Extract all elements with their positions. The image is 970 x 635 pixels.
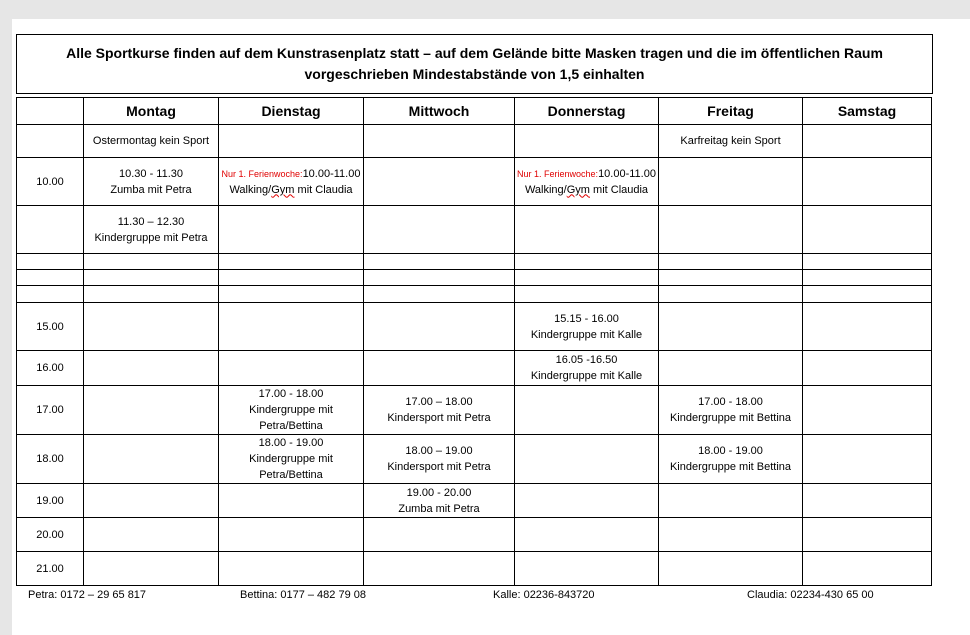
course-cell: 17.00 - 18.00 Kindergruppe mit Petra/Bettina [219,386,364,435]
course-cell: 15.15 - 16.00 Kindergruppe mit Kalle [515,303,659,351]
notes-row [17,125,932,158]
table-row [17,435,932,484]
contact-petra: Petra: 0172 – 29 65 817 [28,589,147,601]
course-cell: 19.00 - 20.00 Zumba mit Petra [364,484,515,518]
time-label: 18.00 [17,435,84,484]
contact-bettina: Bettina: 0177 – 482 79 08 [240,589,366,601]
table-row [17,351,932,386]
schedule-table [16,97,932,586]
day-header: Mittwoch [364,98,515,125]
corner-cell [17,98,84,125]
course-cell: 10.30 - 11.30 Zumba mit Petra [84,158,219,206]
holiday-note-monday: Ostermontag kein Sport [84,125,219,158]
course-cell: 17.00 – 18.00 Kindersport mit Petra [364,386,515,435]
course-cell: 17.00 - 18.00 Kindergruppe mit Bettina [659,386,803,435]
day-header: Montag [84,98,219,125]
holiday-note-friday: Karfreitag kein Sport [659,125,803,158]
time-label: 19.00 [17,484,84,518]
table-row [17,518,932,552]
table-row [17,286,932,303]
table-row [17,484,932,518]
time-label: 16.00 [17,351,84,386]
course-cell: 18.00 – 19.00 Kindersport mit Petra [364,435,515,484]
time-label: 17.00 [17,386,84,435]
course-cell: Nur 1. Ferienwoche:10.00-11.00 Walking/Gym mit Claudia [219,158,364,206]
banner-line-2: vorgeschrieben Mindestabstände von 1,5 einhalten [304,66,645,82]
time-label: 20.00 [17,518,84,552]
course-cell: 18.00 - 19.00 Kindergruppe mit Petra/Bettina [219,435,364,484]
table-row [17,158,932,206]
course-cell: 11.30 – 12.30 Kindergruppe mit Petra [84,206,219,254]
contact-claudia: Claudia: 02234-430 65 00 [747,589,874,601]
time-label: 21.00 [17,552,84,586]
table-row [17,270,932,286]
header-row [17,98,932,125]
course-cell: Nur 1. Ferienwoche:10.00-11.00 Walking/Gym mit Claudia [515,158,659,206]
day-header: Dienstag [219,98,364,125]
table-row [17,303,932,351]
day-header: Samstag [803,98,932,125]
day-header: Donnerstag [515,98,659,125]
course-cell: 16.05 -16.50 Kindergruppe mit Kalle [515,351,659,386]
day-header: Freitag [659,98,803,125]
table-row [17,386,932,435]
table-row [17,254,932,270]
contact-kalle: Kalle: 02236-843720 [493,589,595,601]
time-label: 10.00 [17,158,84,206]
time-label: 15.00 [17,303,84,351]
table-row [17,552,932,586]
info-banner [16,34,933,94]
table-row [17,206,932,254]
banner-line-1: Alle Sportkurse finden auf dem Kunstrasenplatz statt – auf dem Gelände bitte Masken tragen und die im öffentlichen Raum [66,45,883,61]
course-cell: 18.00 - 19.00 Kindergruppe mit Bettina [659,435,803,484]
